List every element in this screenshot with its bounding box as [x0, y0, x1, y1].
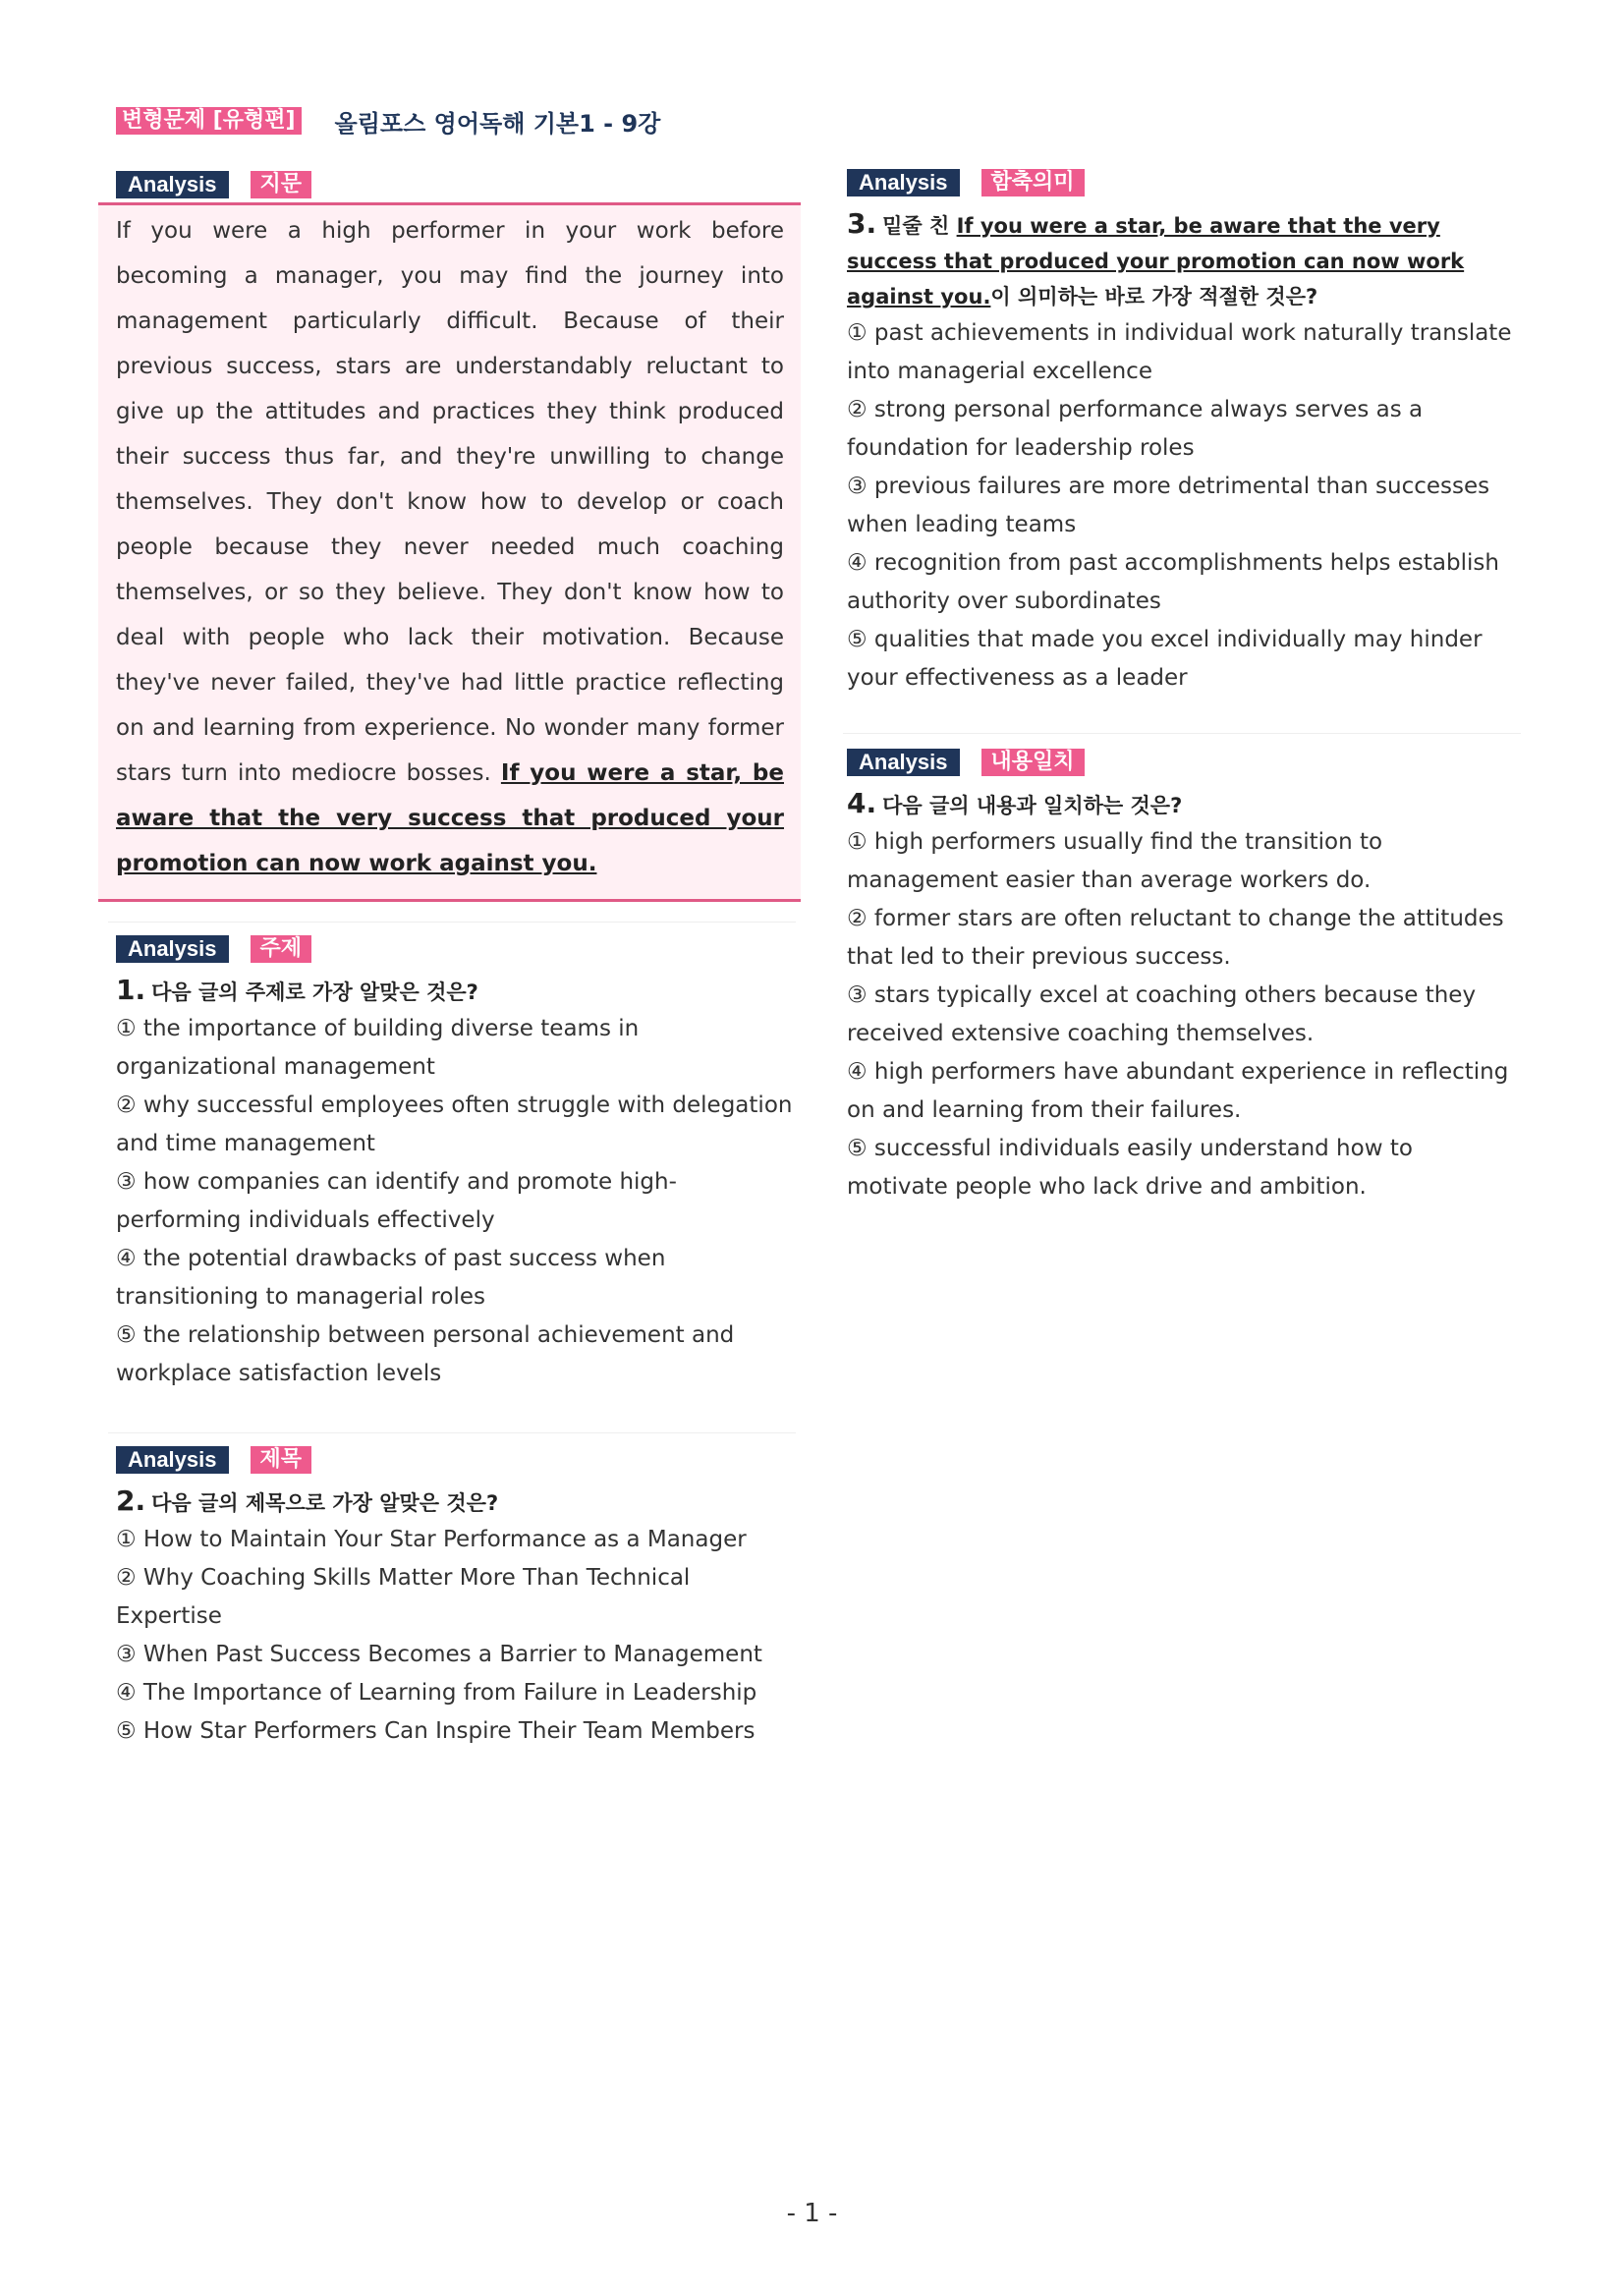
q2-option: ① How to Maintain Your Star Performance as a Manager — [116, 1527, 747, 1552]
page-header — [116, 106, 660, 136]
q1-option: ⑤ the relationship between personal achievement and workplace satisfaction levels — [116, 1322, 735, 1386]
passage-body: If you were a high performer in your work before becoming a manager, you may find the journey into management particularly difficult. Because of their previous success, stars are understandably reluctant to give up the attitudes and practices they think produced their success thus far, and they're unwilling to change themselves. They don't know how to develop or coach people because they never needed much coaching themselves, or so they believe. They don't know how to deal with people who lack their motivation. Because they've never failed, they've had little practice reflecting on and learning from experience. No wonder many former stars turn into mediocre bosses. — [116, 218, 784, 786]
q2-number: 2. — [116, 1484, 146, 1517]
analysis-label: Analysis — [847, 169, 960, 196]
divider — [108, 1432, 796, 1433]
question-3 — [847, 169, 1515, 698]
question-2 — [116, 1446, 794, 1751]
q4-option: ⑤ successful individuals easily understand how to motivate people who lack drive and ambition. — [847, 1136, 1413, 1200]
passage-tag: 지문 — [251, 171, 312, 198]
q3-option: ⑤ qualities that made you excel individually may hinder your effectiveness as a leader — [847, 627, 1483, 691]
q4-tag: 내용일치 — [981, 749, 1085, 776]
q3-prefix: 밑줄 친 — [882, 214, 950, 238]
q4-option: ④ high performers have abundant experience in reflecting on and learning from their failures. — [847, 1059, 1509, 1123]
q3-option: ② strong personal performance always serves as a foundation for leadership roles — [847, 397, 1424, 461]
q4-option: ③ stars typically excel at coaching others because they received extensive coaching themselves. — [847, 982, 1477, 1046]
q1-title — [116, 973, 794, 1010]
passage-underlined: If you were a star, be aware that the very success that produced your promotion can now work against you. — [116, 760, 784, 876]
q4-number: 4. — [847, 787, 877, 819]
q1-number: 1. — [116, 974, 146, 1006]
divider — [108, 922, 796, 923]
q3-number: 3. — [847, 207, 877, 240]
divider — [843, 733, 1521, 734]
analysis-label: Analysis — [116, 935, 229, 963]
q2-tag: 제목 — [251, 1446, 312, 1474]
page-number: - 1 - — [786, 2199, 838, 2228]
passage-tags — [116, 171, 794, 198]
page-title: 올림포스 영어독해 기본1 - 9강 — [334, 109, 661, 138]
q3-title — [847, 206, 1515, 314]
q2-title — [116, 1484, 794, 1521]
q3-option: ③ previous failures are more detrimental than successes when leading teams — [847, 474, 1490, 537]
q1-option: ③ how companies can identify and promote high-performing individuals effectively — [116, 1169, 677, 1233]
q2-option: ④ The Importance of Learning from Failure in Leadership — [116, 1680, 757, 1706]
q3-option: ① past achievements in individual work naturally translate into managerial excellence — [847, 320, 1512, 384]
q2-option: ③ When Past Success Becomes a Barrier to Management — [116, 1642, 762, 1667]
q4-option: ① high performers usually find the transition to management easier than average workers do. — [847, 829, 1383, 893]
q2-option: ② Why Coaching Skills Matter More Than Technical Expertise — [116, 1565, 691, 1629]
q1-option: ④ the potential drawbacks of past success when transitioning to managerial roles — [116, 1246, 666, 1310]
q2-option: ⑤ How Star Performers Can Inspire Their Team Members — [116, 1718, 756, 1744]
q3-tag: 함축의미 — [981, 169, 1085, 196]
q1-option: ① the importance of building diverse teams in organizational management — [116, 1016, 640, 1080]
question-4 — [847, 749, 1515, 1206]
q4-question: 다음 글의 내용과 일치하는 것은? — [882, 794, 1183, 817]
q3-suffix: 이 의미하는 바로 가장 적절한 것은? — [990, 285, 1318, 308]
analysis-label: Analysis — [116, 171, 229, 198]
analysis-label: Analysis — [847, 749, 960, 776]
header-tag: 변형문제 [유형편] — [116, 107, 302, 135]
q2-question: 다음 글의 제목으로 가장 알맞은 것은? — [151, 1491, 499, 1515]
passage-text — [116, 208, 784, 886]
q1-question: 다음 글의 주제로 가장 알맞은 것은? — [151, 980, 478, 1004]
q4-title — [847, 786, 1515, 823]
analysis-label: Analysis — [116, 1446, 229, 1474]
q1-option: ② why successful employees often struggle with delegation and time management — [116, 1092, 793, 1156]
q1-tag: 주제 — [251, 935, 312, 963]
question-1 — [116, 935, 794, 1393]
q3-underlined: If you were a star, be aware that the very success that produced your promotion can now work against you. — [847, 214, 1465, 308]
q3-option: ④ recognition from past accomplishments helps establish authority over subordinates — [847, 550, 1499, 614]
q4-option: ② former stars are often reluctant to change the attitudes that led to their previous success. — [847, 906, 1504, 970]
